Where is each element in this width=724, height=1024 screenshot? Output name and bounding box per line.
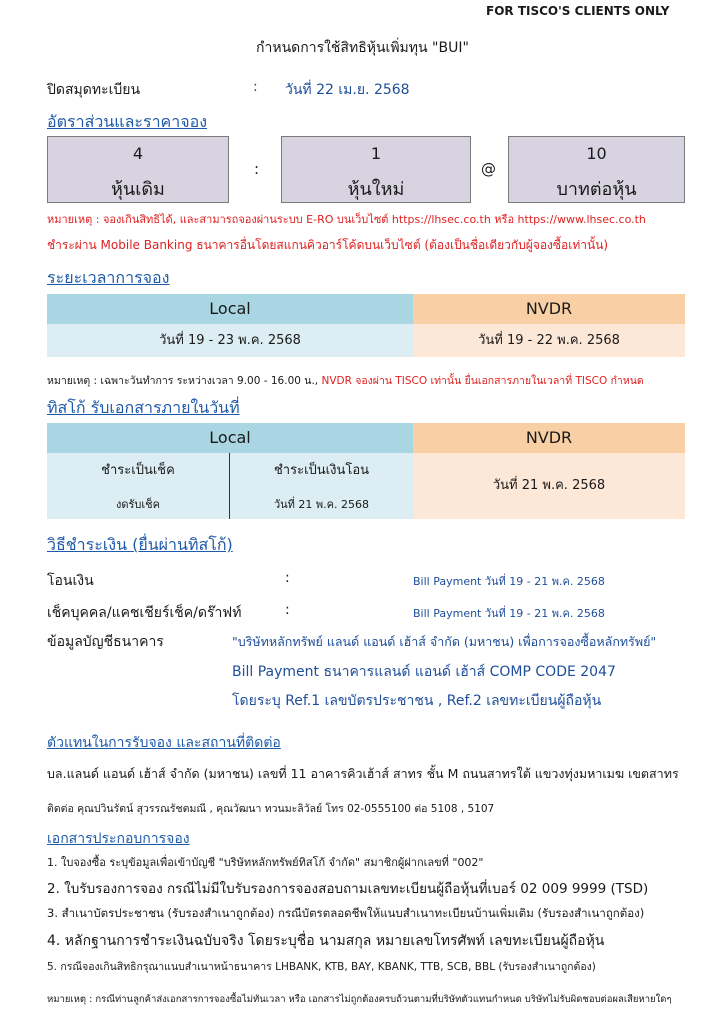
clients-only-label: FOR TISCO'S CLIENTS ONLY (486, 4, 670, 18)
transfer-value: วันที่ 21 พ.ค. 2568 (273, 498, 370, 511)
period-nvdr-dates: วันที่ 19 - 22 พ.ค. 2568 (413, 324, 685, 357)
doc-item-1: 1. ใบจองซื้อ ระบุข้อมูลเพื่อเข้าบัญชี "บริษัทหลักทรัพย์ทิสโก้ จำกัด" สมาชิกผู้ฝากเลขที่ "002" (47, 856, 484, 869)
tisco-nvdr-value: วันที่ 21 พ.ค. 2568 (413, 453, 685, 519)
ratio-colon: : (254, 160, 260, 178)
doc-item-3: 3. สำเนาบัตรประชาชน (รับรองสำเนาถูกต้อง) กรณีบัตรตลอดชีพให้แนบสำเนาทะเบียนบ้านเพิ่มเติม (รับรองสำเนาถูกต้อง) (47, 906, 645, 920)
period-note (47, 372, 644, 389)
doc-item-4: 4. หลักฐานการชำระเงินฉบับจริง โดยระบุชื่อ นามสกุล หมายเลขโทรศัพท์ เลขทะเบียนผู้ถือหุ้น (47, 933, 605, 949)
doc-item-2: 2. ใบรับรองการจอง กรณีไม่มีใบรับรองการจองสอบถามเลขทะเบียนผู้ถือหุ้นที่เบอร์ 02 009 9999 (TSD) (47, 881, 649, 897)
transfer-cell (230, 453, 413, 519)
book-closing-date: วันที่ 22 เม.ย. 2568 (285, 82, 410, 98)
period-section-title: ระยะเวลาการจอง (47, 268, 170, 287)
cheque-value: งดรับเช็ค (116, 498, 160, 511)
ratio-section-title: อัตราส่วนและราคาจอง (47, 112, 208, 131)
book-closing-label: ปิดสมุดทะเบียน (47, 82, 141, 98)
period-nvdr-header: NVDR (413, 294, 685, 324)
old-shares-box (47, 136, 229, 203)
ratio-note-1: หมายเหตุ : จองเกินสิทธิได้, และสามารถจองผ่านระบบ E-RO บนเว็บไซต์ https://lhsec.co.th หรือ https://www.lhsec.co.th (47, 213, 646, 226)
agent-address: บล.แลนด์ แอนด์ เฮ้าส์ จำกัด (มหาชน) เลขที่ 11 อาคารคิวเฮ้าส์ สาทร ชั้น M ถนนสาทรใต้ แขวงทุ่งมหาเมฆ เขตสาทร (47, 766, 679, 781)
payment-cheque-colon: : (285, 602, 290, 618)
old-shares-unit: หุ้นเดิม (111, 179, 165, 200)
transfer-label: ชำระเป็นเงินโอน (273, 463, 370, 478)
book-closing-colon: : (253, 79, 258, 95)
tisco-section-title: ทิสโก้ รับเอกสารภายในวันที่ (47, 398, 240, 417)
new-shares-box (281, 136, 471, 203)
payment-transfer-colon: : (285, 570, 290, 586)
new-shares-unit: หุ้นใหม่ (347, 179, 405, 200)
docs-section-title: เอกสารประกอบการจอง (47, 831, 190, 847)
agent-section-title: ตัวแทนในการรับจอง และสถานที่ติดต่อ (47, 735, 281, 751)
doc-item-5: 5. กรณีจองเกินสิทธิกรุณาแนบสำเนาหน้าธนาคาร LHBANK, KTB, BAY, KBANK, TTB, SCB, BBL (รับรองสำเนาถูกต้อง) (47, 961, 596, 973)
period-note-red: NVDR จองผ่าน TISCO เท่านั้น ยื่นเอกสารภายในเวลาที่ TISCO กำหนด (321, 375, 644, 387)
period-local-header: Local (47, 294, 413, 324)
bank-info-line-2: Bill Payment ธนาคารแลนด์ แอนด์ เฮ้าส์ COMP CODE 2047 (232, 664, 616, 680)
page-title: กำหนดการใช้สิทธิหุ้นเพิ่มทุน "BUI" (256, 40, 469, 56)
payment-transfer-label: โอนเงิน (47, 573, 94, 589)
price-unit: บาทต่อหุ้น (556, 179, 637, 200)
cheque-cell (47, 453, 230, 519)
bank-info-line-3: โดยระบุ Ref.1 เลขบัตรประชาชน , Ref.2 เลขทะเบียนผู้ถือหุ้น (232, 693, 602, 709)
docs-footer-note: หมายเหตุ : กรณีท่านลูกค้าส่งเอกสารการจองซื้อไม่ทันเวลา หรือ เอกสารไม่ถูกต้องครบถ้วนตามที่บริษัทตัวแทนกำหนด บริษัทไม่รับผิดชอบต่อผลเสียหายใดๆ (47, 994, 672, 1005)
price-number: 10 (586, 144, 607, 163)
at-symbol: @ (481, 160, 496, 178)
bank-info-label: ข้อมูลบัญชีธนาคาร (47, 634, 164, 650)
new-shares-number: 1 (370, 144, 382, 163)
payment-section-title: วิธีชำระเงิน (ยื่นผ่านทิสโก้) (47, 535, 233, 554)
period-local-dates: วันที่ 19 - 23 พ.ค. 2568 (47, 324, 413, 357)
old-shares-number: 4 (132, 144, 144, 163)
period-note-black: หมายเหตุ : เฉพาะวันทำการ ระหว่างเวลา 9.00 - 16.00 น., (47, 375, 319, 387)
bank-info-line-1: "บริษัทหลักทรัพย์ แลนด์ แอนด์ เฮ้าส์ จำกัด (มหาชน) เพื่อการจองซื้อหลักทรัพย์" (232, 634, 657, 649)
agent-contact: ติดต่อ คุณปวินรัตน์ สุวรรณรัชตมณี , คุณวัฒนา ทวนมะลิวัลย์ โทร 02-0555100 ต่อ 5108 , 5107 (47, 803, 495, 815)
payment-cheque-value: Bill Payment วันที่ 19 - 21 พ.ค. 2568 (413, 607, 605, 620)
payment-transfer-value: Bill Payment วันที่ 19 - 21 พ.ค. 2568 (413, 575, 605, 588)
tisco-nvdr-header: NVDR (413, 423, 685, 453)
price-box (508, 136, 685, 203)
tisco-local-header: Local (47, 423, 413, 453)
ratio-note-2: ชำระผ่าน Mobile Banking ธนาคารอื่นโดยสแกนคิวอาร์โค้ดบนเว็บไซต์ (ต้องเป็นชื่อเดียวกับผู้จองซื้อเท่านั้น) (47, 238, 609, 252)
cheque-label: ชำระเป็นเช็ค (101, 463, 175, 478)
payment-cheque-label: เช็คบุคคล/แคชเชียร์เช็ค/ดร๊าฟท์ (47, 605, 242, 621)
